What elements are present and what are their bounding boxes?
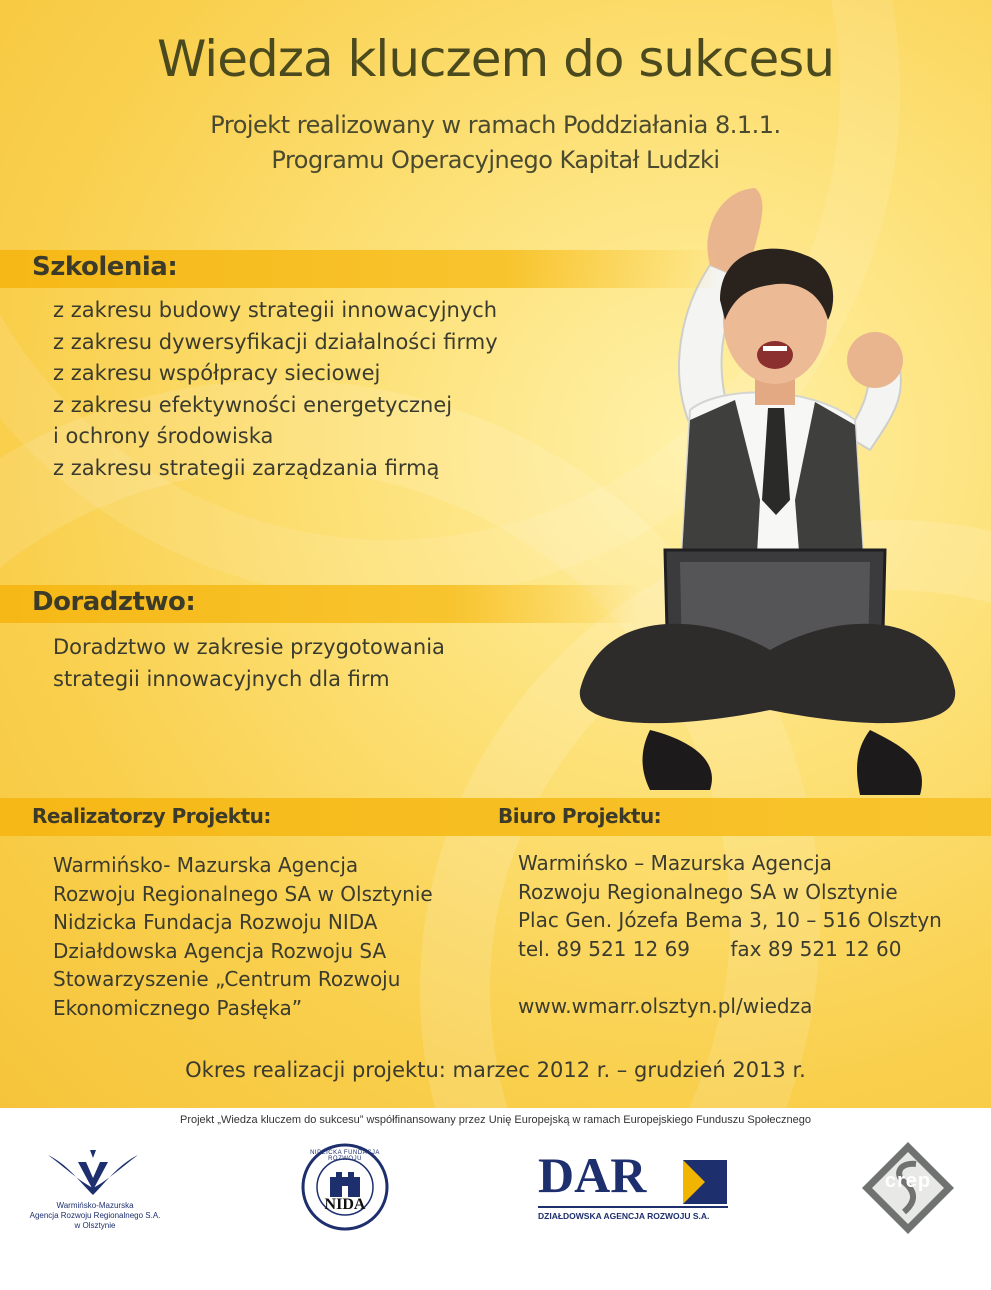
partners-list xyxy=(53,851,433,1022)
list-item: Stowarzyszenie „Centrum Rozwoju xyxy=(53,967,401,991)
list-item: Doradztwo w zakresie przygotowania xyxy=(53,635,445,659)
poster-subtitle: Projekt realizowany w ramach Poddziałania 8.1.1. xyxy=(210,111,781,139)
project-period: Okres realizacji projektu: marzec 2012 r. – grudzień 2013 r. xyxy=(185,1058,806,1082)
training-list xyxy=(53,295,498,484)
training-heading: Szkolenia: xyxy=(32,252,178,282)
office-contact xyxy=(518,849,942,1020)
phone-number: tel. 89 521 12 69 xyxy=(518,936,691,961)
office-heading: Biuro Projektu: xyxy=(498,804,662,828)
dar-subtitle: DZIAŁDOWSKA AGENCJA ROZWOJU S.A. xyxy=(538,1211,710,1221)
list-item: z zakresu strategii zarządzania firmą xyxy=(53,455,440,480)
list-item: strategii innowacyjnych dla firm xyxy=(53,666,390,691)
list-item: i ochrony środowiska xyxy=(53,424,274,448)
dar-divider xyxy=(538,1206,728,1208)
list-item: Działdowska Agencja Rozwoju SA xyxy=(53,938,387,963)
list-item: z zakresu budowy strategii innowacyjnych xyxy=(53,298,498,322)
training-header-band xyxy=(0,250,720,288)
nida-ring-text: NIDZICKA FUNDACJA ROZWOJU xyxy=(310,1150,380,1162)
crep-name: crep xyxy=(884,1170,932,1192)
dar-logo-text: DAR xyxy=(538,1147,647,1203)
list-item: Ekonomicznego Pasłęka” xyxy=(53,995,303,1020)
dar-logo-mark xyxy=(683,1160,727,1204)
cofinancing-note: Projekt „Wiedza kluczem do sukcesu” współfinansowany przez Unię Europejską w ramach Europejskiego Funduszu Społecznego xyxy=(180,1114,811,1126)
wmarr-logo-mark xyxy=(48,1150,138,1200)
list-item: Rozwoju Regionalnego SA w Olsztynie xyxy=(53,881,433,906)
list-item: z zakresu dywersyfikacji działalności firmy xyxy=(53,329,498,354)
advice-heading: Doradztwo: xyxy=(32,587,196,617)
office-address: Plac Gen. Józefa Bema 3, 10 – 516 Olsztyn xyxy=(518,908,942,932)
partners-heading: Realizatorzy Projektu: xyxy=(32,804,271,828)
office-line: Rozwoju Regionalnego SA w Olsztynie xyxy=(518,879,898,904)
advice-list xyxy=(53,632,445,695)
website-link[interactable]: www.wmarr.olsztyn.pl/wiedza xyxy=(518,993,813,1018)
list-item: z zakresu efektywności energetycznej xyxy=(53,392,453,417)
list-item: Warmińsko- Mazurska Agencja xyxy=(53,853,359,877)
phone-fax-row xyxy=(518,935,942,964)
nida-name: NIDA xyxy=(324,1196,366,1213)
poster-title: Wiedza kluczem do sukcesu xyxy=(156,30,835,88)
advice-header-band xyxy=(0,585,640,623)
list-item: z zakresu współpracy sieciowej xyxy=(53,361,381,385)
partners-office-header-band xyxy=(0,798,991,836)
poster-subtitle: Programu Operacyjnego Kapitał Ludzki xyxy=(271,146,720,174)
spacer xyxy=(518,963,942,992)
office-line: Warmińsko – Mazurska Agencja xyxy=(518,851,832,875)
fax-number: fax 89 521 12 60 xyxy=(730,936,902,961)
wmarr-logo-text: Warmińsko-Mazurska Agencja Rozwoju Regionalnego S.A. w Olsztynie xyxy=(29,1201,161,1230)
list-item: Nidzicka Fundacja Rozwoju NIDA xyxy=(53,910,378,934)
